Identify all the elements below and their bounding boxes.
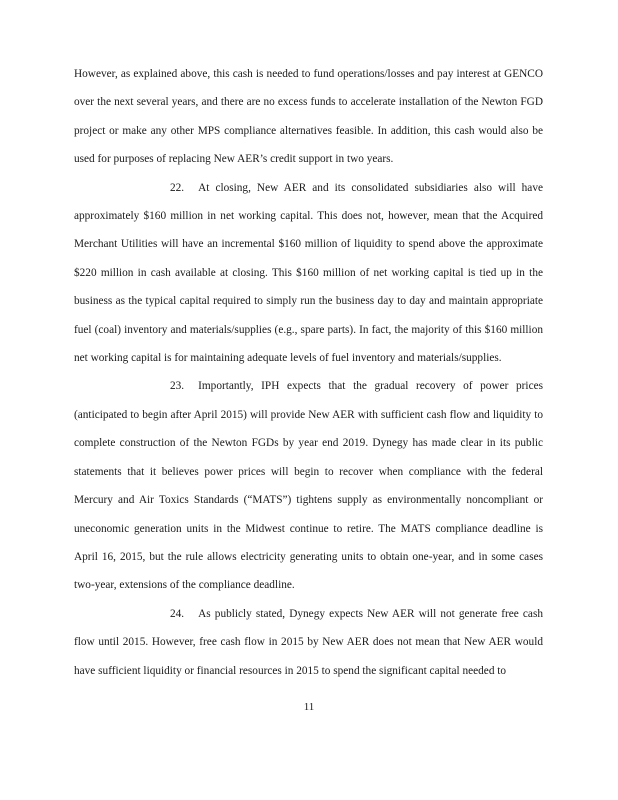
paragraph-text: At closing, New AER and its consolidated subsidiaries also will have approximately $160 million in net working capital. This does not, however, mean that the Acquired Merchant Utilities will have an incremental $160 million of liquidity to spend above the approximate $220 million in cash available at closing. This $160 million of net working capital is tied up in the business as the typical capital required to simply run the business day to day and maintain appropriate fuel (coal) inventory and materials/supplies (e.g., spare parts). In fact, the majority of this $160 million net working capital is for maintaining adequate levels of fuel inventory and materials/supplies. <box>74 181 543 365</box>
paragraph-number: 22. <box>170 181 185 194</box>
page-number: 11 <box>303 701 315 713</box>
paragraph-number: 24. <box>170 607 185 620</box>
paragraph-22 <box>74 174 543 373</box>
document-body <box>74 60 543 685</box>
paragraph-number: 23. <box>170 380 185 393</box>
paragraph-23 <box>74 372 543 599</box>
paragraph-text: As publicly stated, Dynegy expects New AER will not generate free cash flow until 2015. However, free cash flow in 2015 by New AER does not mean that New AER would have sufficient liquidity or financial resources in 2015 to spend the significant capital needed to <box>74 607 543 677</box>
paragraph-24 <box>74 600 543 685</box>
paragraph-text: However, as explained above, this cash is needed to fund operations/losses and pay interest at GENCO over the next several years, and there are no excess funds to accelerate installation of the Newton FGD project or make any other MPS compliance alternatives feasible. In addition, this cash would also be used for purposes of replacing New AER’s credit support in two years. <box>74 68 543 166</box>
paragraph-continuation <box>74 60 543 174</box>
paragraph-text: Importantly, IPH expects that the gradual recovery of power prices (anticipated to begin after April 2015) will provide New AER with sufficient cash flow and liquidity to complete construction of the Newton FGDs by year end 2019. Dynegy has made clear in its public statements that it believes power prices will begin to recover when compliance with the federal Mercury and Air Toxics Standards (“MATS”) tightens supply as environmentally noncompliant or uneconomic generation units in the Midwest continue to retire. The MATS compliance deadline is April 16, 2015, but the rule allows electricity generating units to obtain one-year, and in some cases two-year, extensions of the compliance deadline. <box>74 380 543 592</box>
